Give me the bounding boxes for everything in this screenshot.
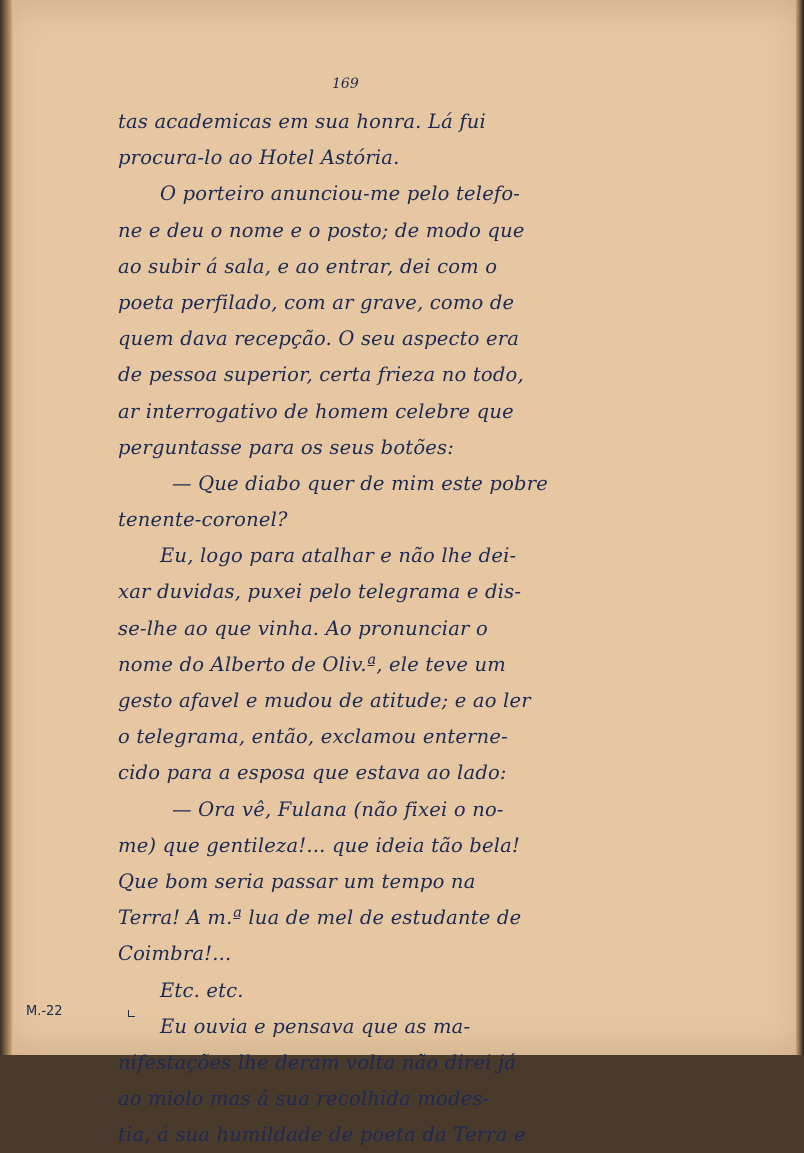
text-line: gesto afavel e mudou de atitude; e ao ler [118, 689, 531, 712]
text-line: o telegrama, então, exclamou enterne- [118, 725, 508, 749]
text-line: ne e deu o nome e o posto; de modo que [118, 218, 525, 242]
text-line: se-lhe ao que vinha. Ao pronunciar o [118, 616, 488, 640]
text-line: — Ora vê, Fulana (não fixei o no- [172, 797, 504, 821]
text-line: xar duvidas, puxei pelo telegrama e dis- [118, 580, 522, 604]
handwritten-text-block [118, 104, 608, 1153]
text-line: cido para a esposa que estava ao lado: [118, 761, 507, 785]
text-line: tia, á sua humildade de poeta da Terra e [118, 1123, 526, 1147]
page-number: 169 [332, 76, 359, 92]
text-line: Coimbra!... [118, 942, 232, 966]
text-line: ao subir á sala, e ao entrar, dei com o [118, 254, 498, 278]
text-line: poeta perfilado, com ar grave, como de [118, 290, 515, 314]
text-line: Eu, logo para atalhar e não lhe dei- [160, 544, 517, 568]
margin-note: M.-22 [26, 1004, 63, 1019]
text-line: O porteiro anunciou-me pelo telefo- [160, 182, 521, 206]
text-line: procura-lo ao Hotel Astória. [118, 146, 400, 170]
page-edge-shadow [796, 0, 804, 1055]
text-line: Que bom seria passar um tempo na [118, 869, 476, 893]
binding-shadow [0, 0, 14, 1055]
text-line: de pessoa superior, certa frieza no todo, [118, 363, 524, 387]
text-line: nome do Alberto de Oliv.ª, ele teve um [118, 652, 506, 676]
text-line: nifestações lhe deram volta não direi já [118, 1050, 517, 1074]
text-line: perguntasse para os seus botões: [118, 435, 454, 459]
pencil-tick-mark [128, 1010, 135, 1017]
text-line: ar interrogativo de homem celebre que [118, 399, 514, 423]
text-line: tas academicas em sua honra. Lá fui [118, 110, 486, 133]
text-line: — Que diabo quer de mim este pobre [172, 471, 548, 495]
text-line: tenente-coronel? [118, 508, 288, 532]
text-line: Terra! A m.ª lua de mel de estudante de [118, 906, 522, 930]
text-line: Etc. etc. [160, 978, 244, 1002]
text-line: ao miolo mas á sua recolhida modes- [118, 1087, 490, 1111]
text-line: Eu ouvia e pensava que as ma- [160, 1014, 471, 1038]
text-line: me) que gentileza!... que ideia tão bela! [118, 833, 520, 857]
text-line: quem dava recepção. O seu aspecto era [118, 327, 520, 351]
